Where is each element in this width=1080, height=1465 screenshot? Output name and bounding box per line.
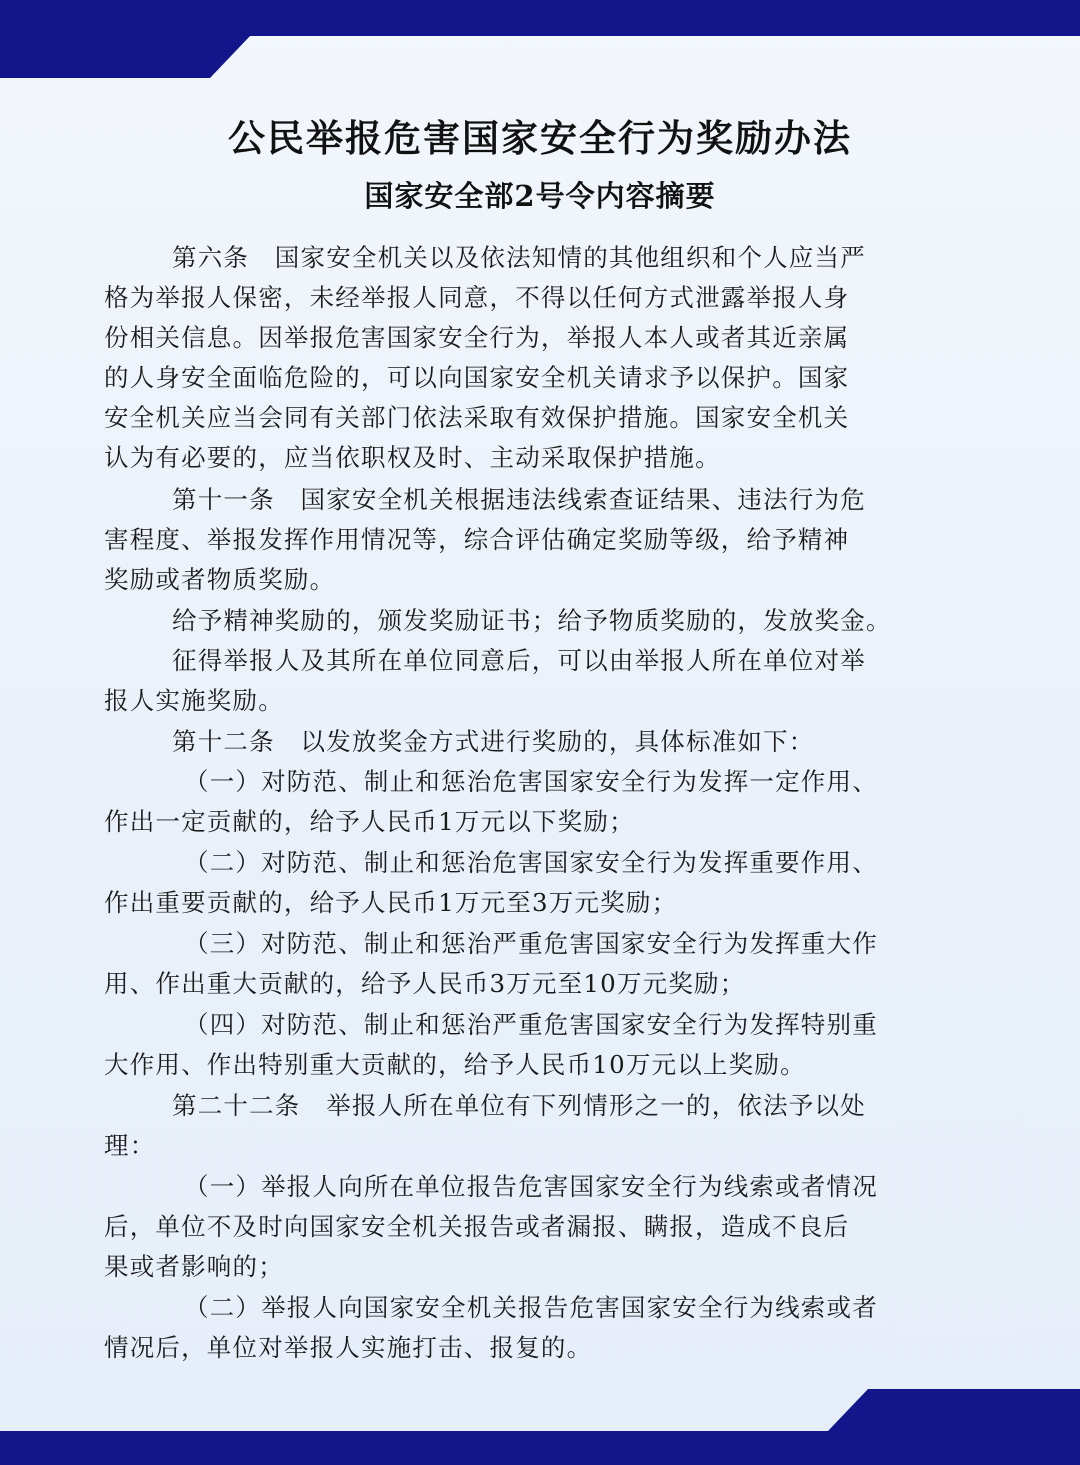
- body-line: 后，单位不及时向国家安全机关报告或者漏报、瞒报，造成不良后: [104, 1212, 850, 1241]
- body-line: 第十二条 以发放奖金方式进行奖励的，具体标准如下：: [172, 727, 815, 756]
- body-line: 征得举报人及其所在单位同意后，可以由举报人所在单位对举: [172, 646, 866, 675]
- body-line: 作出重要贡献的，给予人民币1万元至3万元奖励；: [104, 888, 678, 917]
- body-line: （三）对防范、制止和惩治严重危害国家安全行为发挥重大作: [184, 929, 878, 958]
- body-line: 第二十二条 举报人所在单位有下列情形之一的，依法予以处: [172, 1091, 866, 1120]
- body-line: （二）对防范、制止和惩治危害国家安全行为发挥重要作用、: [184, 848, 878, 877]
- body-line: 份相关信息。因举报危害国家安全行为，举报人本人或者其近亲属: [104, 323, 850, 352]
- document-subtitle: 国家安全部2号令内容摘要: [364, 179, 716, 213]
- body-line: （四）对防范、制止和惩治严重危害国家安全行为发挥特别重: [184, 1010, 878, 1039]
- body-line: 理：: [104, 1131, 156, 1160]
- body-line: 第十一条 国家安全机关根据违法线索查证结果、违法行为危: [172, 485, 866, 514]
- body-line: 果或者影响的；: [104, 1252, 284, 1281]
- body-line: 大作用、作出特别重大贡献的，给予人民币10万元以上奖励。: [104, 1050, 806, 1079]
- body-line: 的人身安全面临危险的，可以向国家安全机关请求予以保护。国家: [104, 363, 850, 392]
- body-line: 第六条 国家安全机关以及依法知情的其他组织和个人应当严: [172, 243, 866, 272]
- document-title: 公民举报危害国家安全行为奖励办法: [228, 116, 852, 160]
- body-line: （一）对防范、制止和惩治危害国家安全行为发挥一定作用、: [184, 767, 878, 796]
- body-line: 奖励或者物质奖励。: [104, 565, 336, 594]
- body-line: 情况后，单位对举报人实施打击、报复的。: [104, 1333, 593, 1362]
- body-line: 报人实施奖励。: [104, 686, 284, 715]
- body-line: 害程度、举报发挥作用情况等，综合评估确定奖励等级，给予精神: [104, 525, 850, 554]
- body-line: 格为举报人保密，未经举报人同意，不得以任何方式泄露举报人身: [104, 283, 850, 312]
- body-line: （一）举报人向所在单位报告危害国家安全行为线索或者情况: [184, 1172, 878, 1201]
- body-line: 安全机关应当会同有关部门依法采取有效保护措施。国家安全机关: [104, 403, 850, 432]
- body-line: 认为有必要的，应当依职权及时、主动采取保护措施。: [104, 443, 721, 472]
- body-line: （二）举报人向国家安全机关报告危害国家安全行为线索或者: [184, 1293, 878, 1322]
- body-line: 用、作出重大贡献的，给予人民币3万元至10万元奖励；: [104, 969, 746, 998]
- body-line: 给予精神奖励的，颁发奖励证书；给予物质奖励的，发放奖金。: [172, 606, 892, 635]
- body-line: 作出一定贡献的，给予人民币1万元以下奖励；: [104, 807, 635, 836]
